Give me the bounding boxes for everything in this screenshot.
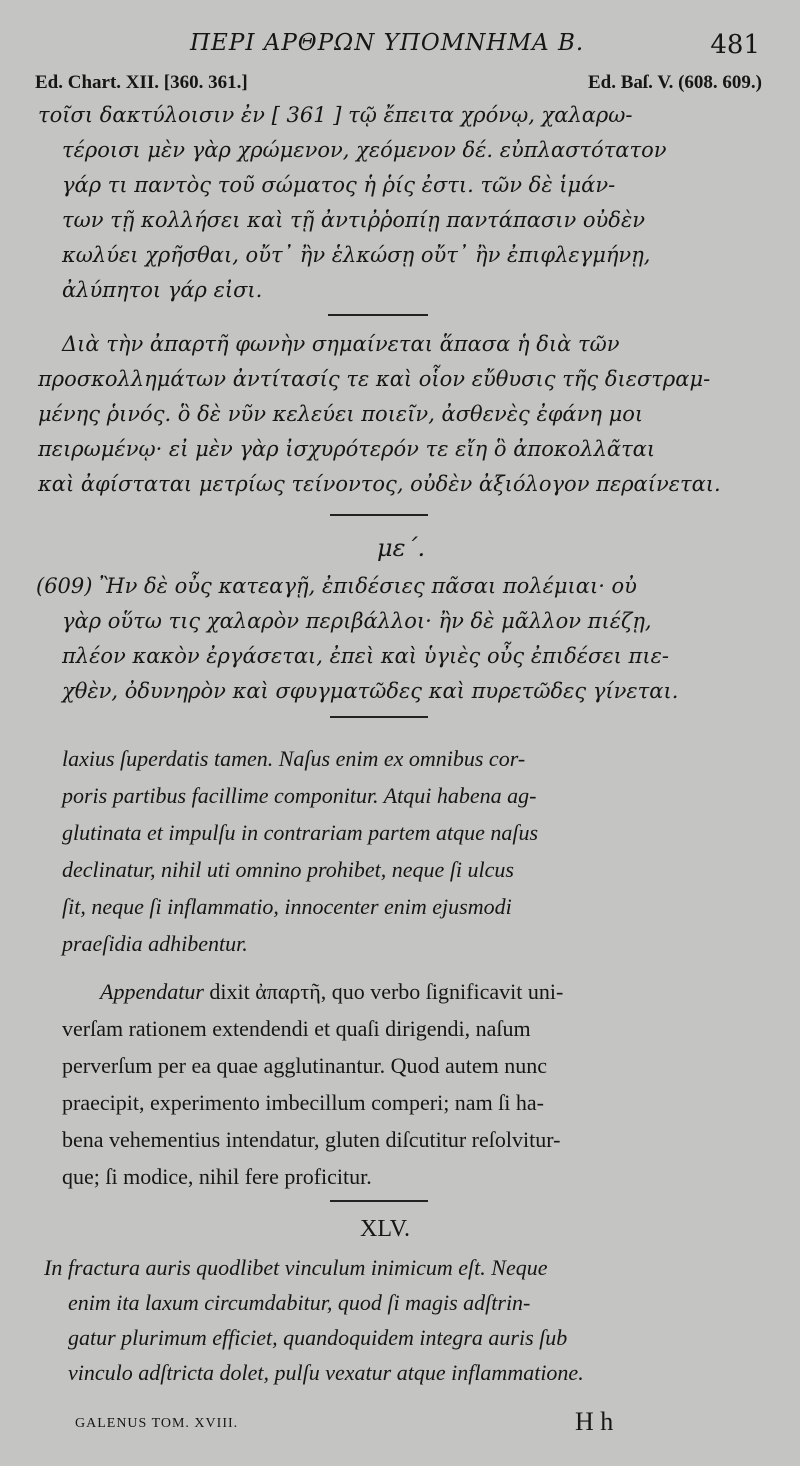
latin-commentary-line: praecipit, experimento imbecillum comperi; nam ſi ha- xyxy=(62,1090,545,1115)
section-number-greek: με΄. xyxy=(377,534,426,562)
gathering-mark: H h xyxy=(575,1407,614,1436)
lemma-word: Appendatur xyxy=(100,979,204,1004)
greek-line: τέροισι μὲν γὰρ χρώμενον, χεόμενον δέ. εὐπλαστότατον xyxy=(62,138,667,162)
greek-line: γὰρ οὕτω τις χαλαρὸν περιβάλλοι· ἢν δὲ μᾶλλον πιέζῃ, xyxy=(62,609,652,633)
latin-line: vinculo adſtricta dolet, pulſu vexatur atque inflammatione. xyxy=(68,1360,584,1385)
greek-line: κωλύει χρῆσθαι, οὔτ᾽ ἢν ἑλκώσῃ οὔτ᾽ ἢν ἐπιφλεγμήνῃ, xyxy=(62,243,651,267)
latin-line: gatur plurimum efficiet, quandoquidem integra auris ſub xyxy=(68,1325,568,1350)
greek-line: γάρ τι παντὸς τοῦ σώματος ἡ ῥίς ἐστι. τῶν δὲ ἱμάν- xyxy=(62,173,616,197)
greek-line: καὶ ἀφίσταται μετρίως τείνοντος, οὐδὲν ἀξιόλογον περαίνεται. xyxy=(38,472,721,496)
greek-line: πλέον κακὸν ἐργάσεται, ἐπεὶ καὶ ὑγιὲς οὖς ἐπιδέσει πιε- xyxy=(62,644,669,668)
section-number-latin: XLV. xyxy=(360,1216,411,1242)
section-divider xyxy=(330,514,428,516)
latin-line: declinatur, nihil uti omnino prohibet, neque ſi ulcus xyxy=(62,857,514,882)
latin-line: laxius ſuperdatis tamen. Naſus enim ex omnibus cor- xyxy=(62,746,526,771)
greek-line: Διὰ τὴν ἀπαρτῆ φωνὴν σημαίνεται ἅπασα ἡ διὰ τῶν xyxy=(62,332,620,356)
latin-commentary-line: que; ſi modice, nihil fere proficitur. xyxy=(62,1164,372,1189)
page-number: 481 xyxy=(710,30,760,60)
greek-line: προσκολλημάτων ἀντίτασίς τε καὶ οἷον εὔθυσις τῆς διεστραμ- xyxy=(38,367,711,391)
greek-line: πειρωμένῳ· εἰ μὲν γὰρ ἰσχυρότερόν τε εἴη ὃ ἀποκολλᾶται xyxy=(38,437,656,461)
latin-line: poris partibus facillime componitur. Atqui habena ag- xyxy=(62,783,537,808)
latin-commentary-line xyxy=(100,978,563,1006)
greek-line: χθὲν, ὀδυνηρὸν καὶ σφυγματῶδες καὶ πυρετῶδες γίνεται. xyxy=(62,679,679,703)
section-divider xyxy=(328,314,428,316)
latin-line: praeſidia adhibentur. xyxy=(62,931,248,956)
latin-line: glutinata et impulſu in contrariam partem atque naſus xyxy=(62,820,539,845)
greek-line: μένης ῥινός. ὃ δὲ νῦν κελεύει ποιεῖν, ἀσθενὲς ἐφάνη μοι xyxy=(38,402,644,426)
latin-commentary-text: dixit ἀπαρτῆ, quo verbo ſignificavit uni- xyxy=(203,979,564,1004)
greek-line: τοῖσι δακτύλοισιν ἐν [ 361 ] τῷ ἔπειτα χρόνῳ, χαλαρω- xyxy=(38,103,633,127)
latin-line: enim ita laxum circumdabitur, quod ſi magis adſtrin- xyxy=(68,1290,531,1315)
latin-line: ſit, neque ſi inflammatio, innocenter enim ejusmodi xyxy=(62,894,512,919)
latin-commentary-line: verſam rationem extendendi et quaſi dirigendi, naſum xyxy=(62,1016,531,1041)
latin-line: In fractura auris quodlibet vinculum inimicum eſt. Neque xyxy=(44,1255,548,1280)
latin-commentary-line: perverſum per ea quae agglutinantur. Quod autem nunc xyxy=(62,1053,548,1078)
section-divider xyxy=(330,1200,428,1202)
greek-line: των τῇ κολλήσει καὶ τῇ ἀντιῤῥοπίῃ παντάπασιν οὐδὲν xyxy=(62,208,645,232)
edition-reference-basel: Ed. Baſ. V. (608. 609.) xyxy=(587,72,762,93)
running-title: ΠΕΡΙ ΑΡΘΡΩΝ ΥΠΟΜΝΗΜΑ Β. xyxy=(190,30,585,56)
section-divider xyxy=(330,716,428,718)
printer-signature: GALENUS TOM. XVIII. xyxy=(75,1416,239,1431)
latin-commentary-line: bena vehementius intendatur, gluten diſcutitur reſolvitur- xyxy=(62,1127,561,1152)
edition-reference-chartier: Ed. Chart. XII. [360. 361.] xyxy=(35,72,248,93)
greek-line: (609) Ἢν δὲ οὖς κατεαγῇ, ἐπιδέσιες πᾶσαι πολέμιαι· οὐ xyxy=(36,574,637,598)
greek-line: ἀλύπητοι γάρ εἰσι. xyxy=(62,278,263,302)
